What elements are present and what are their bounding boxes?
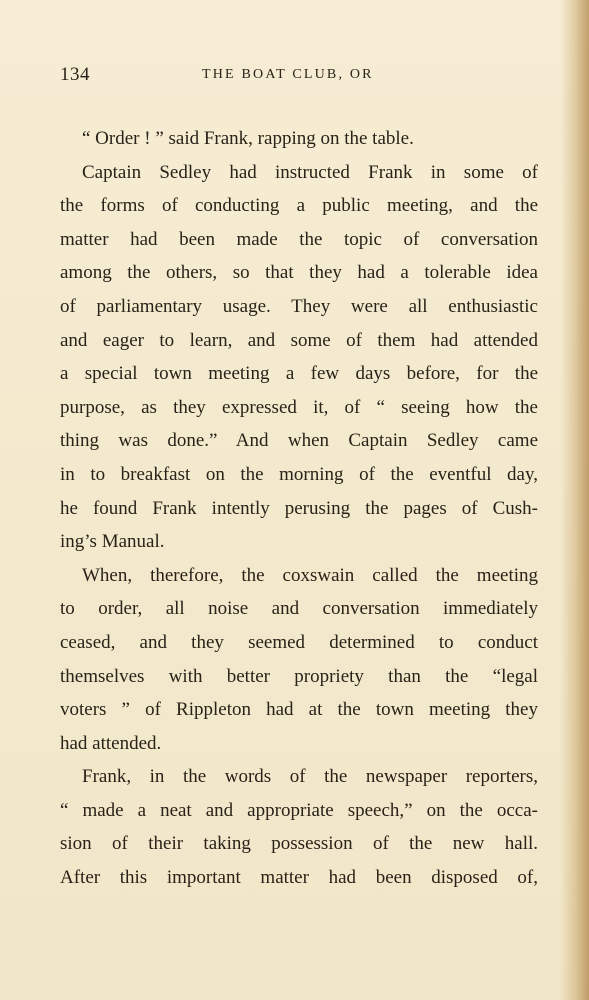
body-text <box>60 122 538 895</box>
text-line: voters ” of Rippleton had at the town meeting they <box>60 699 538 721</box>
text-line: a special town meeting a few days before, for the <box>60 363 538 385</box>
page-header <box>60 64 540 88</box>
page-number: 134 <box>60 64 90 85</box>
running-head: THE BOAT CLUB, OR <box>202 67 374 82</box>
text-line: had attended. <box>60 732 162 754</box>
text-line: in to breakfast on the morning of the eventful day, <box>60 463 538 485</box>
text-line: of parliamentary usage. They were all enthusiastic <box>60 295 538 317</box>
text-line: “ Order ! ” said Frank, rapping on the table. <box>82 128 414 149</box>
text-line: he found Frank intently perusing the pages of Cush- <box>60 497 538 519</box>
text-line: themselves with better propriety than the “legal <box>60 665 538 687</box>
text-line: among the others, so that they had a tolerable idea <box>60 262 538 284</box>
text-line: to order, all noise and conversation immediately <box>60 598 538 620</box>
text-line: ceased, and they seemed determined to conduct <box>60 631 538 653</box>
text-line: matter had been made the topic of conversation <box>60 228 538 250</box>
text-line: “ made a neat and appropriate speech,” on the occa- <box>60 799 538 821</box>
text-line: sion of their taking possession of the new hall. <box>60 833 538 855</box>
text-line: purpose, as they expressed it, of “ seeing how the <box>60 396 538 418</box>
text-line: Frank, in the words of the newspaper reporters, <box>82 766 538 788</box>
text-line: After this important matter had been disposed of, <box>60 867 538 889</box>
text-line: Captain Sedley had instructed Frank in some of <box>82 161 538 183</box>
text-line: ing’s Manual. <box>60 531 165 553</box>
text-line: When, therefore, the coxswain called the meeting <box>82 564 538 586</box>
text-line: the forms of conducting a public meeting, and the <box>60 195 538 217</box>
text-line: thing was done.” And when Captain Sedley came <box>60 430 538 452</box>
text-line: and eager to learn, and some of them had attended <box>60 329 538 351</box>
